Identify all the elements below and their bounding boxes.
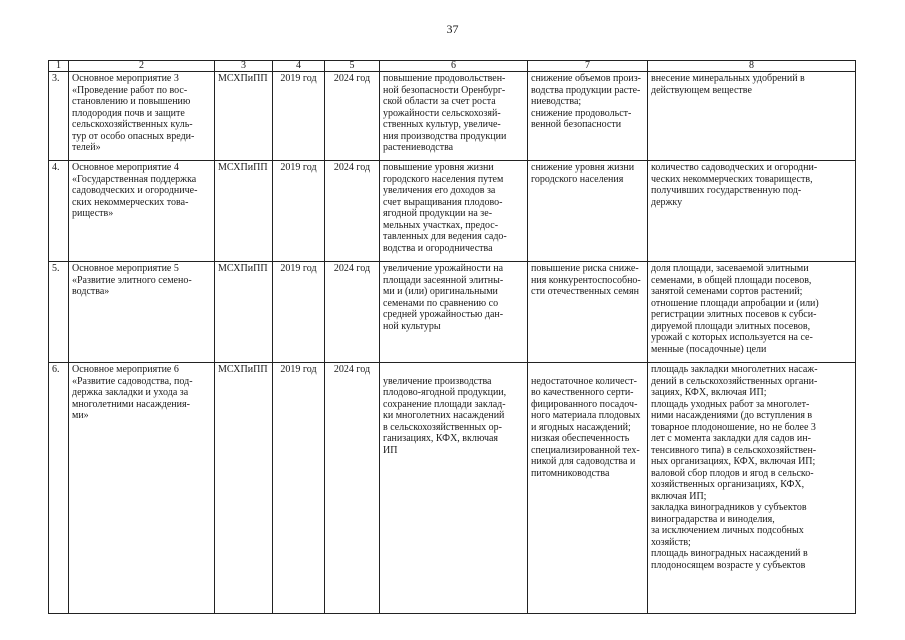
table-row — [49, 161, 856, 262]
header-cell: 5 — [325, 61, 380, 72]
measure-name: Основное мероприятие 3 «Проведение работ по вос- становлению и повышению плодородия почв и защите сельскохозяйственных куль- тур от особо опасных вреди- телей» — [69, 72, 215, 161]
expected-result: повышение уровня жизни городского населения путем увеличения его доходов за счет выращивания плодово- ягодной продукции на зе- мельных участках, предос- тавленных для ведения садо- водства и огородничества — [380, 161, 528, 262]
row-number: 3. — [49, 72, 69, 161]
row-number: 4. — [49, 161, 69, 262]
header-cell: 6 — [380, 61, 528, 72]
start-year: 2019 год — [273, 72, 325, 161]
executor: МСХПиПП — [215, 363, 273, 614]
table-row — [49, 72, 856, 161]
measure-name: Основное мероприятие 4 «Государственная поддержка садоводческих и огородниче- ских некоммерческих това- риществ» — [69, 161, 215, 262]
expected-result: увеличение урожайности на площади засеянной элитны- ми и (или) оригинальными семенами по сравнению со средней урожайностью дан- ной культуры — [380, 262, 528, 363]
header-cell: 1 — [49, 61, 69, 72]
consequences: снижение объемов произ- водства продукции расте- ниеводства; снижение продовольст- венной безопасности — [528, 72, 648, 161]
start-year: 2019 год — [273, 161, 325, 262]
start-year: 2019 год — [273, 262, 325, 363]
table-header-row — [49, 61, 856, 72]
consequences: недостаточное количест- во качественного серти- фицированного посадоч- ного материала плодовых и ягодных насаждений; низкая обеспеченность специализированной тех- никой для садоводства и питомниководства — [528, 363, 648, 614]
consequences: повышение риска сниже- ния конкурентоспособно- сти отечественных семян — [528, 262, 648, 363]
executor: МСХПиПП — [215, 262, 273, 363]
indicators: доля площади, засеваемой элитными семенами, в общей площади посевов, занятой семенами сортов растений; отношение площади апробации и (или) регистрации элитных посевов к субси- дируемой площади элитных посевов, урожай с которых используется на се- менные (посадочные) цели — [648, 262, 856, 363]
indicators: внесение минеральных удобрений в действующем веществе — [648, 72, 856, 161]
start-year: 2019 год — [273, 363, 325, 614]
header-cell: 2 — [69, 61, 215, 72]
header-cell: 7 — [528, 61, 648, 72]
page-number: 37 — [446, 22, 459, 36]
end-year: 2024 год — [325, 363, 380, 614]
table-row — [49, 262, 856, 363]
header-cell: 8 — [648, 61, 856, 72]
end-year: 2024 год — [325, 262, 380, 363]
measure-name: Основное мероприятие 5 «Развитие элитного семено- водства» — [69, 262, 215, 363]
table-row — [49, 363, 856, 614]
header-cell: 3 — [215, 61, 273, 72]
executor: МСХПиПП — [215, 161, 273, 262]
header-cell: 4 — [273, 61, 325, 72]
measures-table — [48, 60, 856, 614]
row-number: 6. — [49, 363, 69, 614]
consequences: снижение уровня жизни городского населения — [528, 161, 648, 262]
end-year: 2024 год — [325, 161, 380, 262]
indicators: площадь закладки многолетних насаж- дений в сельскохозяйственных органи- зациях, КФХ, включая ИП; площадь уходных работ за многолет- ними насаждениями (до вступления в товарное плодоношение, но не более 3 лет с момента закладки для садов ин- тенсивного типа) в сельскохозяйствен- ных организациях, КФХ, включая ИП; валовой сбор плодов и ягод в сельско- хозяйственных организациях, КФХ, включая ИП; закладка виноградников у субъектов виноградарства и виноделия, за исключением личных подсобных хозяйств; площадь виноградных насаждений в плодоносящем возрасте у субъектов — [648, 363, 856, 614]
indicators: количество садоводческих и огородни- ческих некоммерческих товариществ, получивших государственную под- держку — [648, 161, 856, 262]
executor: МСХПиПП — [215, 72, 273, 161]
expected-result: увеличение производства плодово-ягодной продукции, сохранение площади заклад- ки многолетних насаждений в сельскохозяйственных ор- ганизациях, КФХ, включая ИП — [380, 363, 528, 614]
expected-result: повышение продовольствен- ной безопасности Оренбург- ской области за счет роста урожайности сельскохозяй- ственных культур, увеличе- ния производства продукции растениеводства — [380, 72, 528, 161]
end-year: 2024 год — [325, 72, 380, 161]
measure-name: Основное мероприятие 6 «Развитие садоводства, под- держка закладки и ухода за многолетними насаждения- ми» — [69, 363, 215, 614]
row-number: 5. — [49, 262, 69, 363]
